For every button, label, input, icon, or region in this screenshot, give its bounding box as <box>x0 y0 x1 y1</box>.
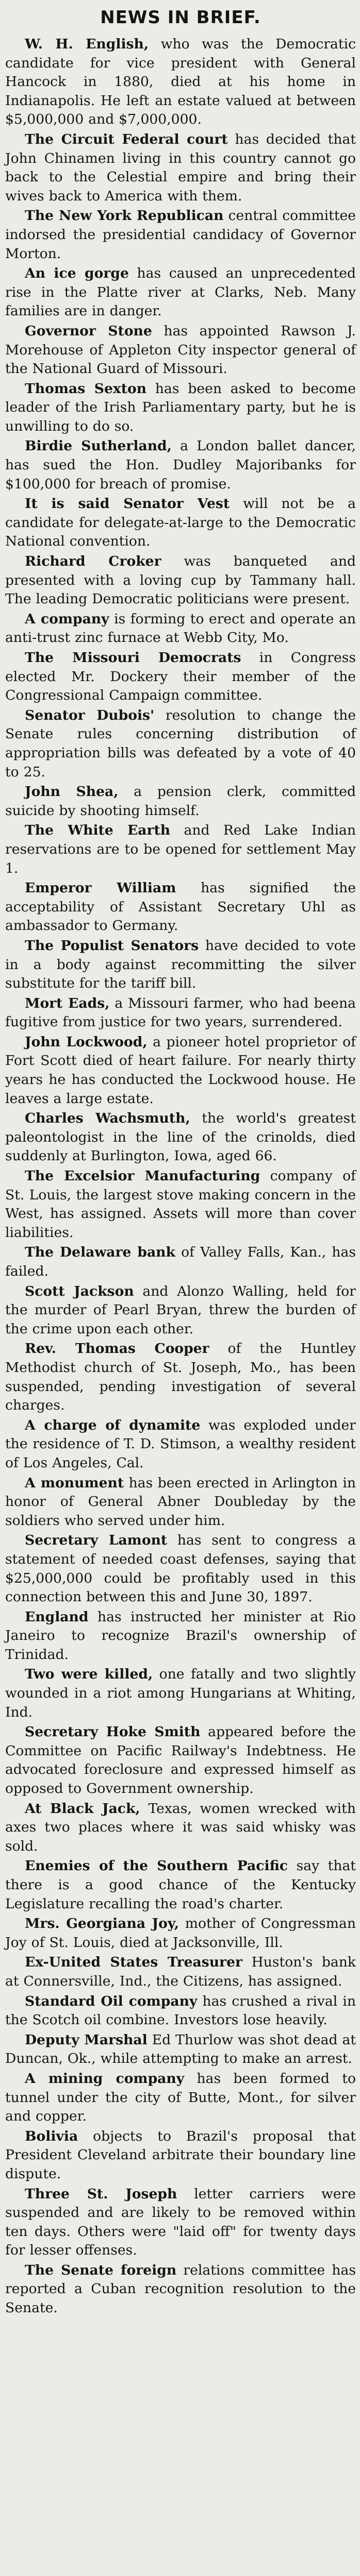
news-item <box>5 879 356 936</box>
news-item <box>5 2261 356 2318</box>
news-item <box>5 1857 356 1913</box>
news-item-lead: The Missouri Democrats <box>25 650 241 666</box>
news-item-lead: Mrs. Georgiana Joy, <box>25 1916 179 1932</box>
news-item-text: mother of Congressman Joy of St. Louis, died at Jacksonville, Ill. <box>5 1916 356 1951</box>
news-item-lead: Secretary Hoke Smith <box>25 1724 201 1740</box>
news-item-text: has crushed a rival in the Scotch oil combine. Investors lose heavily. <box>5 1993 356 2028</box>
news-item-lead: The Excelsior Manufacturing <box>25 1168 260 1184</box>
news-item-lead: The Senate foreign <box>25 2262 177 2278</box>
news-item-lead: Standard Oil company <box>25 1993 198 2009</box>
news-item-lead: John Lockwood, <box>25 1033 148 1050</box>
news-item <box>5 380 356 436</box>
news-item <box>5 35 356 129</box>
news-item-text: has decided that John Chinamen living in this country cannot go back to the Celestial empire and bring their wives back to America with them. <box>5 131 356 204</box>
news-item-lead: An ice gorge <box>25 265 129 282</box>
news-item <box>5 552 356 609</box>
news-item-text: was exploded under the residence of T. D. Stimson, a wealthy resident of Los Angeles, Cal. <box>5 1417 356 1471</box>
news-item-text: of Valley Falls, Kan., has failed. <box>5 1244 356 1279</box>
news-item <box>5 322 356 379</box>
news-item-text: resolution to change the Senate rules concerning distribution of appropriation bills was defeated by a vote of 40 to 25. <box>5 707 356 780</box>
news-item-lead: Charles Wachsmuth, <box>25 1110 190 1127</box>
news-item <box>5 130 356 206</box>
news-item <box>5 783 356 820</box>
news-item <box>5 2127 356 2184</box>
news-item <box>5 1914 356 1952</box>
news-item <box>5 706 356 782</box>
news-item-lead: A mining company <box>25 2070 185 2087</box>
news-item <box>5 1109 356 1166</box>
news-item-lead: Mort Eads, <box>25 995 110 1011</box>
news-item-text: who was the Democratic candidate for vice president with General Hancock in 1880, died at his home in Indianapolis. He left an estate valued at between $5,000,000 and $7,000,000. <box>5 36 356 128</box>
news-item-lead: Birdie Sutherland, <box>25 438 172 454</box>
news-item-lead: Scott Jackson <box>25 1283 134 1299</box>
news-item-lead: Richard Croker <box>25 553 161 570</box>
news-item-text: Huston's bank at Connersville, Ind., the Citizens, has assigned. <box>5 1954 356 1989</box>
news-item <box>5 264 356 321</box>
news-item-lead: Thomas Sexton <box>25 380 147 397</box>
news-item <box>5 1992 356 2030</box>
news-item-text: one fatally and two slightly wounded in a riot among Hungarians at Whiting, Ind. <box>5 1666 356 1720</box>
news-item-lead: Enemies of the Southern Pacific <box>25 1858 288 1874</box>
news-item-lead: Senator Dubois' <box>25 707 155 723</box>
news-item-lead: W. H. English, <box>25 36 149 52</box>
news-item <box>5 1723 356 1798</box>
news-item-lead: Three St. Joseph <box>25 2185 177 2202</box>
news-item-text: objects to Brazil's proposal that President Cleveland arbitrate their boundary line dispute. <box>5 2128 356 2182</box>
news-item-text: has instructed her minister at Rio Janeiro to recognize Brazil's ownership of Trinidad. <box>5 1608 356 1663</box>
news-item <box>5 1340 356 1415</box>
news-item-text: has appointed Rawson J. Morehouse of Appleton City inspector general of the National Guard of Missouri. <box>5 323 356 377</box>
news-item-text: has been formed to tunnel under the city of Butte, Mont., for silver and copper. <box>5 2070 356 2125</box>
news-item-lead: Emperor William <box>25 880 176 896</box>
news-item <box>5 1033 356 1108</box>
news-item <box>5 1953 356 1991</box>
news-item <box>5 1282 356 1339</box>
news-item <box>5 649 356 705</box>
news-item <box>5 1167 356 1242</box>
news-item <box>5 2185 356 2260</box>
news-item-text: central committee indorsed the presidential candidacy of Governor Morton. <box>5 208 356 262</box>
news-item-lead: A company <box>25 611 109 627</box>
news-item <box>5 821 356 878</box>
news-item-lead: A charge of dynamite <box>25 1417 201 1433</box>
news-item-text: a pioneer hotel proprietor of Fort Scott died of heart failure. For nearly thirty years he has conducted the Lockwood house. He leaves a large estate. <box>5 1033 356 1107</box>
news-item-text: relations committee has reported a Cuban recognition resolution to the Senate. <box>5 2262 356 2316</box>
news-item <box>5 994 356 1032</box>
news-item <box>5 2031 356 2069</box>
news-item-text: say that there is a good chance of the Kentucky Legislature recalling the road's charter. <box>5 1858 356 1912</box>
news-item-text: company of St. Louis, the largest stove making concern in the West, has assigned. Assets will more than cover liabilities. <box>5 1168 356 1241</box>
news-item <box>5 1665 356 1722</box>
news-item <box>5 437 356 494</box>
news-item <box>5 495 356 551</box>
news-item-text: and Alonzo Walling, held for the murder of Pearl Bryan, threw the burden of the crime upon each other. <box>5 1283 356 1337</box>
news-item-text: has caused an unprecedented rise in the Platte river at Clarks, Neb. Many families are in danger. <box>5 265 356 319</box>
news-item-lead: It is said Senator Vest <box>25 496 230 512</box>
news-item-lead: Rev. Thomas Cooper <box>25 1341 209 1357</box>
news-item-lead: Two were killed, <box>25 1666 153 1683</box>
news-item <box>5 1416 356 1473</box>
news-item-lead: Governor Stone <box>25 323 152 339</box>
news-item-lead: The Circuit Federal court <box>25 131 228 147</box>
news-item <box>5 2070 356 2126</box>
news-item-text: have decided to vote in a body against recommitting the silver substitute for the tariff bill. <box>5 937 356 992</box>
news-items-column <box>5 35 356 2318</box>
news-item <box>5 1800 356 1856</box>
news-item-text: will not be a candidate for delegate-at-large to the Democratic National convention. <box>5 496 356 550</box>
news-item-text: and Red Lake Indian reservations are to be opened for settlement May 1. <box>5 822 356 876</box>
news-item-text: letter carriers were suspended and are likely to be removed within ten days. Others were "laid off" for twenty days for lesser offenses. <box>5 2185 356 2259</box>
news-item-text: of the Huntley Methodist church of St. Joseph, Mo., has been suspended, pending investigation of several charges. <box>5 1341 356 1414</box>
news-item <box>5 1608 356 1665</box>
news-item-text: a Missouri farmer, who had beena fugitive from justice for two years, surrendered. <box>5 995 356 1030</box>
news-item-lead: The New York Republican <box>25 208 224 224</box>
news-item-text: in Congress elected Mr. Dockery their member of the Congressional Campaign committee. <box>5 650 356 704</box>
news-item-lead: The Populist Senators <box>25 937 199 954</box>
news-item-lead: A monument <box>25 1475 124 1491</box>
news-item <box>5 937 356 993</box>
news-item-text: has been erected in Arlington in honor of General Abner Doubleday by the soldiers who served under him. <box>5 1475 356 1529</box>
news-item-text: Ed Thurlow was shot dead at Duncan, Ok., while attempting to make an arrest. <box>5 2031 356 2067</box>
news-item-lead: At Black Jack, <box>25 1800 140 1817</box>
news-item-lead: The Delaware bank <box>25 1244 175 1261</box>
news-item-lead: Ex-United States Treasurer <box>25 1954 243 1971</box>
news-item-lead: England <box>25 1608 89 1625</box>
news-item-text: has sent to congress a statement of needed coast defenses, saying that $25,000,000 could be profitably used in this connection between this and June 30, 1897. <box>5 1532 356 1605</box>
news-item-text: a pension clerk, committed suicide by shooting himself. <box>5 784 356 819</box>
news-item <box>5 1474 356 1531</box>
news-item-lead: Secretary Lamont <box>25 1532 168 1549</box>
news-item-text: the world's greatest paleontologist in the line of the crinolds, died suddenly at Burlington, Iowa, aged 66. <box>5 1110 356 1164</box>
news-item <box>5 610 356 648</box>
news-item-lead: Bolivia <box>25 2128 78 2144</box>
news-item <box>5 207 356 263</box>
news-item-text: has been asked to become leader of the Irish Parliamentary party, but he is unwilling to do so. <box>5 380 356 434</box>
news-item-lead: Deputy Marshal <box>25 2031 148 2048</box>
news-item-lead: John Shea, <box>25 784 119 800</box>
news-item-lead: The White Earth <box>25 822 171 839</box>
news-item-text: is forming to erect and operate an anti-trust zinc furnace at Webb City, Mo. <box>5 611 356 646</box>
headline: NEWS IN BRIEF. <box>100 7 261 28</box>
news-item-text: a London ballet dancer, has sued the Hon. Dudley Majoribanks for $100,000 for breach of promise. <box>5 438 356 492</box>
news-item <box>5 1243 356 1281</box>
news-item-text: was banqueted and presented with a loving cup by Tammany hall. The leading Democratic politicians were present. <box>5 553 356 607</box>
news-item <box>5 1531 356 1606</box>
news-item-text: Texas, women wrecked with axes two places where it was said whisky was sold. <box>5 1800 356 1854</box>
news-item-text: appeared before the Committee on Pacific Railway's Indebtness. He advocated foreclosure and expressed himself as opposed to Government ownership. <box>5 1724 356 1797</box>
news-item-text: has signified the acceptability of Assistant Secretary Uhl as ambassador to Germany. <box>5 880 356 934</box>
